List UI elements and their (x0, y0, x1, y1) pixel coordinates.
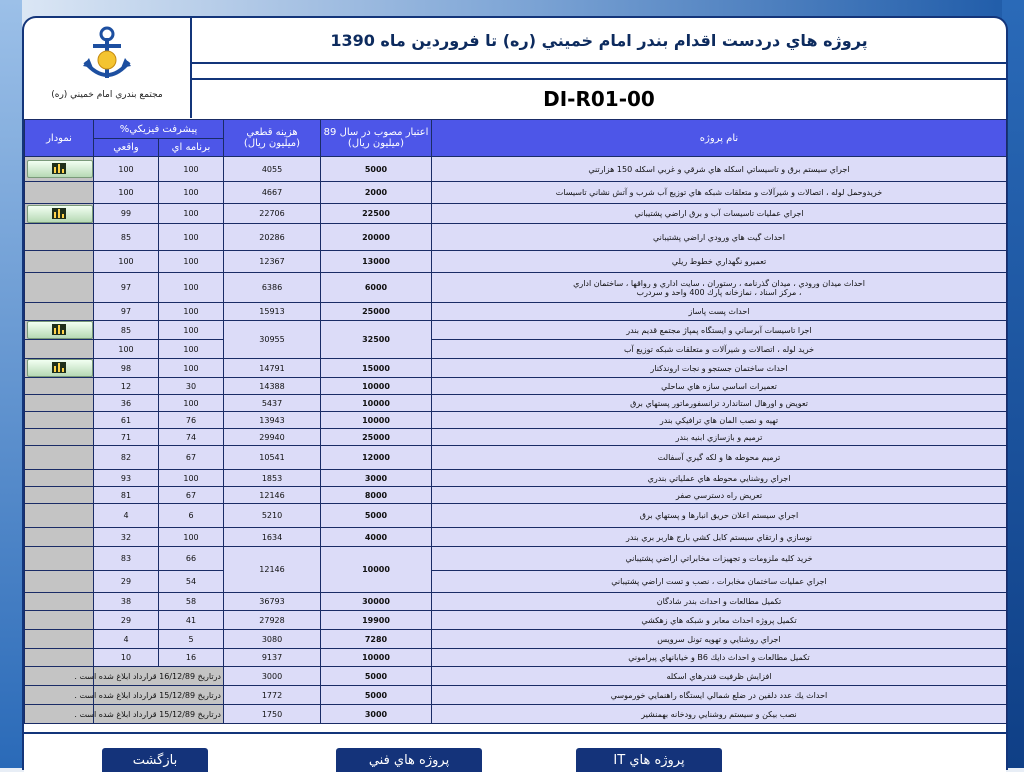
chart-cell (25, 630, 94, 649)
table-row (25, 182, 1007, 204)
col-budget-unit: (ميليون ريال) (347, 138, 405, 149)
chart-cell (25, 157, 94, 182)
project-name (432, 611, 1007, 630)
project-name (432, 157, 1007, 182)
chart-cell (25, 303, 94, 321)
logo-cell (24, 18, 192, 118)
project-name-line: احداث ساختمان جستجو و نجات اروندكنار (650, 363, 788, 373)
chart-cell (25, 224, 94, 251)
col-cost-unit: (ميليون ريال) (243, 138, 301, 149)
final-cost: 20286 (224, 224, 321, 251)
actual-progress: 36 (94, 395, 159, 412)
final-cost: 1772 (224, 686, 321, 705)
document-code: DI-R01-00 (543, 87, 655, 111)
col-planned-header: برنامه اي (159, 139, 224, 157)
approved-budget: 25000 (321, 303, 432, 321)
chart-cell (25, 359, 94, 378)
project-name-line: ترميم محوطه ها و لكه گيري آسفالت (657, 453, 781, 462)
final-cost: 3000 (224, 667, 321, 686)
actual-progress: 100 (94, 251, 159, 273)
project-name (432, 429, 1007, 446)
approved-budget: 20000 (321, 224, 432, 251)
project-name-line: خريد كليه ملزومات و تجهيزات مخابراتي اراضي پشتيباني (625, 554, 813, 563)
final-cost: 12367 (224, 251, 321, 273)
project-name-line: تعميرات اساسي سازه هاي ساحلي (661, 381, 777, 391)
bar-chart-icon (52, 163, 66, 174)
final-cost: 14388 (224, 378, 321, 395)
project-name (432, 470, 1007, 487)
col-cost-header (224, 120, 321, 157)
actual-progress: 98 (94, 359, 159, 378)
table-row (25, 412, 1007, 429)
project-name (432, 571, 1007, 593)
approved-budget: 5000 (321, 504, 432, 528)
project-name (432, 630, 1007, 649)
table-row (25, 667, 1007, 686)
chart-cell (25, 182, 94, 204)
chart-cell (25, 487, 94, 504)
chart-cell (25, 378, 94, 395)
table-row (25, 157, 1007, 182)
project-name-line: اجراي سيستم برق و تاسيساتي اسكله هاي شرقي و غربي اسكله 150 هزارتني (588, 164, 850, 174)
project-name (432, 340, 1007, 359)
chart-cell (25, 251, 94, 273)
status-note: درتاريخ 15/12/89 قرارداد ابلاغ شده است . (94, 705, 224, 724)
header-divider (192, 64, 1006, 80)
planned-progress: 100 (159, 395, 224, 412)
page-title: پروژه هاي دردست اقدام بندر امام خميني (ره) تا فروردين ماه 1390 (330, 30, 868, 50)
bar-chart-icon (52, 362, 66, 373)
approved-budget: 10000 (321, 395, 432, 412)
table-row (25, 429, 1007, 446)
chart-cell (25, 504, 94, 528)
col-cost-title: هزينه قطعي (246, 127, 298, 138)
table-row (25, 340, 1007, 359)
code-cell (192, 80, 1006, 118)
actual-progress: 12 (94, 378, 159, 395)
planned-progress: 5 (159, 630, 224, 649)
table-row (25, 630, 1007, 649)
actual-progress: 71 (94, 429, 159, 446)
project-name-line: تعويض و اورهال استاندارد ترانسفورماتور پستهاي برق (630, 398, 808, 408)
project-name-line: تكميل مطالعات و احداث بندر شادگان (656, 597, 782, 606)
actual-progress: 4 (94, 630, 159, 649)
project-name (432, 395, 1007, 412)
project-name-line: خريدوحمل لوله ، اتصالات و شيرآلات و متعلقات شبكه هاي توزيع آب شرب و آتش نشاني تاسيسات (555, 188, 883, 197)
chart-cell (25, 611, 94, 630)
actual-progress: 85 (94, 224, 159, 251)
actual-progress: 38 (94, 593, 159, 611)
approved-budget: 32500 (321, 321, 432, 359)
project-name-line: نصب بيكن و سيستم روشنايي رودخانه بهمنشير (641, 709, 797, 719)
chart-cell (25, 593, 94, 611)
table-row (25, 273, 1007, 303)
table-row (25, 359, 1007, 378)
final-cost: 5437 (224, 395, 321, 412)
actual-progress: 97 (94, 303, 159, 321)
final-cost: 15913 (224, 303, 321, 321)
projects-table (24, 119, 1007, 724)
planned-progress: 67 (159, 446, 224, 470)
table-row (25, 378, 1007, 395)
planned-progress: 41 (159, 611, 224, 630)
table-row (25, 504, 1007, 528)
final-cost: 12146 (224, 547, 321, 593)
approved-budget: 10000 (321, 378, 432, 395)
project-name (432, 251, 1007, 273)
table-row (25, 224, 1007, 251)
status-note: درتاريخ 15/12/89 قرارداد ابلاغ شده است . (94, 686, 224, 705)
chart-cell (25, 649, 94, 667)
col-actual-header: واقعي (94, 139, 159, 157)
project-name (432, 504, 1007, 528)
project-name-line: احداث يك عدد دلفين در ضلع شمالي ايستگاه راهنمايي خورموسي (610, 690, 828, 700)
chart-button[interactable] (27, 160, 93, 178)
left-banner (0, 0, 22, 768)
actual-progress: 81 (94, 487, 159, 504)
actual-progress: 97 (94, 273, 159, 303)
project-name-line: تعميرو نگهداري خطوط ريلي (671, 257, 767, 266)
final-cost: 29940 (224, 429, 321, 446)
planned-progress: 30 (159, 378, 224, 395)
final-cost: 4667 (224, 182, 321, 204)
project-name (432, 667, 1007, 686)
status-note: درتاريخ 16/12/89 قرارداد ابلاغ شده است . (94, 667, 224, 686)
project-name-line-2: ، مركز اسناد ، نمازخانه پارك 400 واحد و سردرب (636, 287, 802, 297)
logo-caption: مجتمع بندري امام خميني (ره) (51, 90, 163, 100)
chart-cell (25, 395, 94, 412)
project-name-line: اجراي سيستم اعلان حريق انبارها و پستهاي برق (639, 511, 799, 520)
project-name (432, 273, 1007, 303)
back-button[interactable]: بازگشت (102, 748, 208, 772)
project-name-line: تعريض راه دسترسي صفر (675, 490, 763, 500)
approved-budget: 25000 (321, 429, 432, 446)
planned-progress: 74 (159, 429, 224, 446)
table-row (25, 487, 1007, 504)
project-name (432, 204, 1007, 224)
table-row (25, 251, 1007, 273)
planned-progress: 100 (159, 528, 224, 547)
chart-cell (25, 429, 94, 446)
table-row (25, 321, 1007, 340)
final-cost: 1853 (224, 470, 321, 487)
actual-progress: 85 (94, 321, 159, 340)
project-name (432, 224, 1007, 251)
project-name (432, 378, 1007, 395)
chart-button[interactable] (27, 321, 93, 339)
approved-budget: 5000 (321, 667, 432, 686)
anchor-logo-icon (79, 22, 135, 86)
project-name-line: افزايش ظرفيت فندرهاي اسكله (666, 671, 772, 681)
final-cost: 22706 (224, 204, 321, 224)
planned-progress: 100 (159, 182, 224, 204)
final-cost: 36793 (224, 593, 321, 611)
bar-chart-icon (52, 208, 66, 219)
planned-progress: 16 (159, 649, 224, 667)
planned-progress: 100 (159, 359, 224, 378)
project-name-line: اجرا تاسيسات آبرساني و ايستگاه پمپاژ مجتمع قديم بندر (626, 325, 812, 335)
final-cost: 3080 (224, 630, 321, 649)
project-name (432, 528, 1007, 547)
table-row (25, 204, 1007, 224)
project-name-line: ترميم و بازسازي ابنيه بندر (675, 432, 763, 442)
project-name (432, 686, 1007, 705)
project-name (432, 547, 1007, 571)
final-cost: 9137 (224, 649, 321, 667)
project-name (432, 593, 1007, 611)
project-name (432, 359, 1007, 378)
report-header (24, 18, 1006, 118)
approved-budget: 4000 (321, 528, 432, 547)
planned-progress: 100 (159, 303, 224, 321)
actual-progress: 100 (94, 182, 159, 204)
project-name (432, 412, 1007, 429)
planned-progress: 76 (159, 412, 224, 429)
project-name-line: اجراي عمليات تاسيسات آب و برق اراضي پشتيباني (634, 209, 804, 218)
final-cost: 4055 (224, 157, 321, 182)
project-name (432, 321, 1007, 340)
report-frame (22, 16, 1008, 770)
chart-cell (25, 528, 94, 547)
chart-button[interactable] (27, 359, 93, 377)
table-row (25, 547, 1007, 571)
footer-bar (24, 732, 1006, 772)
table-row (25, 686, 1007, 705)
table-row (25, 470, 1007, 487)
chart-cell (25, 470, 94, 487)
project-name-line: اجراي روشنايي و تهويه تونل سرويس (657, 634, 781, 644)
actual-progress: 82 (94, 446, 159, 470)
project-name (432, 705, 1007, 724)
planned-progress: 100 (159, 251, 224, 273)
chart-cell (25, 273, 94, 303)
final-cost: 30955 (224, 321, 321, 359)
col-progress-header: %پيشرفت فيزيكي (94, 120, 224, 139)
approved-budget: 10000 (321, 412, 432, 429)
project-name-line: احداث گيت هاي ورودي اراضي پشتيباني (653, 232, 785, 242)
final-cost: 1750 (224, 705, 321, 724)
chart-button[interactable] (27, 205, 93, 223)
final-cost: 14791 (224, 359, 321, 378)
approved-budget: 15000 (321, 359, 432, 378)
col-name-header: نام پروژه (432, 120, 1007, 157)
col-budget-header (321, 120, 432, 157)
actual-progress: 29 (94, 611, 159, 630)
final-cost: 13943 (224, 412, 321, 429)
col-budget-title: اعتبار مصوب در سال 89 (323, 127, 429, 138)
chart-cell (25, 547, 94, 571)
final-cost: 6386 (224, 273, 321, 303)
planned-progress: 58 (159, 593, 224, 611)
approved-budget: 8000 (321, 487, 432, 504)
approved-budget: 6000 (321, 273, 432, 303)
approved-budget: 7280 (321, 630, 432, 649)
final-cost: 5210 (224, 504, 321, 528)
table-row (25, 705, 1007, 724)
planned-progress: 100 (159, 224, 224, 251)
project-name (432, 487, 1007, 504)
chart-cell (25, 204, 94, 224)
project-name-line: احداث پست پاساز (688, 307, 750, 316)
project-name-line: تكميل پروژه احداث معابر و شبكه هاي زهكشي (641, 615, 797, 625)
actual-progress: 61 (94, 412, 159, 429)
planned-progress: 100 (159, 321, 224, 340)
table-row (25, 528, 1007, 547)
project-name (432, 649, 1007, 667)
col-chart-header: نمودار (25, 120, 94, 157)
approved-budget: 30000 (321, 593, 432, 611)
project-name-line: خريد لوله ، اتصالات و شيرآلات و متعلقات شبكه توزيع آب (623, 344, 815, 354)
approved-budget: 3000 (321, 705, 432, 724)
planned-progress: 100 (159, 470, 224, 487)
actual-progress: 93 (94, 470, 159, 487)
approved-budget: 19900 (321, 611, 432, 630)
project-name-line: تهيه و نصب المان هاي ترافيكي بندر (659, 415, 779, 425)
table-row (25, 571, 1007, 593)
bar-chart-icon (52, 324, 66, 335)
chart-cell (25, 412, 94, 429)
approved-budget: 10000 (321, 547, 432, 593)
actual-progress: 99 (94, 204, 159, 224)
actual-progress: 4 (94, 504, 159, 528)
approved-budget: 3000 (321, 470, 432, 487)
project-name-line: نوسازي و ارتقاي سيستم كابل كشي بارج هاربر بري بندر (625, 532, 813, 542)
project-name (432, 303, 1007, 321)
planned-progress: 6 (159, 504, 224, 528)
planned-progress: 100 (159, 204, 224, 224)
project-name-line: اجراي عمليات ساختمان مخابرات ، نصب و تست اراضي پشتيباني (611, 577, 827, 586)
title-cell (192, 18, 1006, 64)
chart-cell (25, 446, 94, 470)
approved-budget: 5000 (321, 686, 432, 705)
planned-progress: 67 (159, 487, 224, 504)
planned-progress: 100 (159, 273, 224, 303)
actual-progress: 100 (94, 340, 159, 359)
table-row (25, 446, 1007, 470)
chart-cell (25, 571, 94, 593)
approved-budget: 12000 (321, 446, 432, 470)
chart-cell (25, 321, 94, 340)
final-cost: 12146 (224, 487, 321, 504)
final-cost: 10541 (224, 446, 321, 470)
table-row (25, 611, 1007, 630)
approved-budget: 10000 (321, 649, 432, 667)
final-cost: 1634 (224, 528, 321, 547)
actual-progress: 100 (94, 157, 159, 182)
table-row (25, 303, 1007, 321)
project-name-line: احداث ميدان ورودي ، ميدان گذرنامه ، رستوران ، سايت اداري و رواقها ، ساختمان اداري (573, 278, 865, 288)
chart-cell (25, 340, 94, 359)
planned-progress: 66 (159, 547, 224, 571)
project-name (432, 446, 1007, 470)
project-name-line: اجراي روشنايي محوطه هاي عملياتي بندري (647, 473, 791, 483)
table-row (25, 395, 1007, 412)
table-row (25, 593, 1007, 611)
approved-budget: 2000 (321, 182, 432, 204)
actual-progress: 10 (94, 649, 159, 667)
approved-budget: 13000 (321, 251, 432, 273)
actual-progress: 32 (94, 528, 159, 547)
planned-progress: 100 (159, 157, 224, 182)
planned-progress: 100 (159, 340, 224, 359)
planned-progress: 54 (159, 571, 224, 593)
project-name (432, 182, 1007, 204)
it-projects-button[interactable]: پروژه هاي IT (576, 748, 722, 772)
table-row (25, 649, 1007, 667)
final-cost: 27928 (224, 611, 321, 630)
approved-budget: 5000 (321, 157, 432, 182)
actual-progress: 83 (94, 547, 159, 571)
project-name-line: تكميل مطالعات و احداث دايك B6 و خيابانهاي پيراموني (628, 653, 810, 662)
approved-budget: 22500 (321, 204, 432, 224)
technical-projects-button[interactable]: پروژه هاي فني (336, 748, 482, 772)
actual-progress: 29 (94, 571, 159, 593)
